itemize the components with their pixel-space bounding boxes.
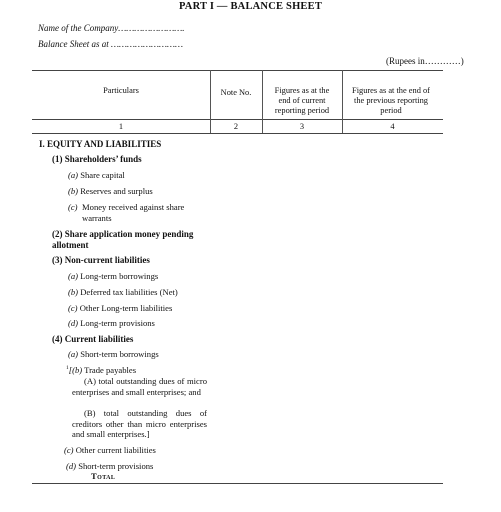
company-name-line: Name of the Company……………………. [38, 23, 185, 33]
table-top-rule [32, 70, 443, 71]
group-current-liabilities: (4) Current liabilities [52, 334, 134, 344]
item-other-current-liabilities: (c) Other current liabilities [64, 445, 156, 455]
currency-note: (Rupees in…………) [386, 56, 464, 66]
numbers-bottom-rule [32, 133, 443, 134]
header-current-period: Figures as at the end of current reporting period [274, 86, 330, 115]
total-label: Total [91, 471, 116, 481]
item-trade-payables-others: (B) total outstanding dues of creditors other than micro enterprises and small enterprises.] [72, 408, 207, 440]
item-long-term-provisions: (d) Long-term provisions [68, 318, 155, 328]
header-particulars: Particulars [103, 86, 139, 95]
item-money-received-warrants: Money received against share warrants [82, 202, 185, 223]
item-other-long-term-liabilities: (c) Other Long-term liabilities [68, 303, 173, 313]
item-short-term-borrowings: (a) Short-term borrowings [68, 349, 159, 359]
column-number-4: 4 [390, 122, 395, 131]
item-share-capital: (a) Share capital [68, 170, 125, 180]
header-bottom-rule [32, 119, 443, 120]
item-short-term-provisions: (d) Short-term provisions [66, 461, 154, 471]
group-non-current-liabilities: (3) Non-current liabilities [52, 255, 150, 265]
item-deferred-tax: (b) Deferred tax liabilities (Net) [68, 287, 178, 297]
balance-sheet-date-line: Balance Sheet as at ……………………… [38, 39, 184, 49]
item-trade-payables-msme: (A) total outstanding dues of micro enterprises and small enterprises; and [72, 376, 207, 397]
section-heading: I. EQUITY AND LIABILITIES [39, 139, 162, 149]
item-reserves-surplus: (b) Reserves and surplus [68, 186, 153, 196]
page-title: PART I — BALANCE SHEET [178, 1, 323, 12]
header-note-no: Note No. [220, 88, 252, 97]
table-bottom-rule [32, 483, 443, 484]
column-number-3: 3 [299, 122, 305, 131]
item-money-received-marker: (c) [68, 202, 78, 212]
column-number-1: 1 [118, 122, 124, 131]
header-previous-period: Figures as at the end of the previous reporting period [352, 86, 430, 115]
group-shareholders-funds: (1) Shareholders’ funds [52, 154, 142, 164]
item-trade-payables: $^1$[(b) Trade payables [66, 365, 137, 375]
group-share-application-money: (2) Share application money pending allotment [52, 229, 194, 250]
column-number-2: 2 [233, 122, 239, 131]
item-long-term-borrowings: (a) Long-term borrowings [68, 271, 159, 281]
